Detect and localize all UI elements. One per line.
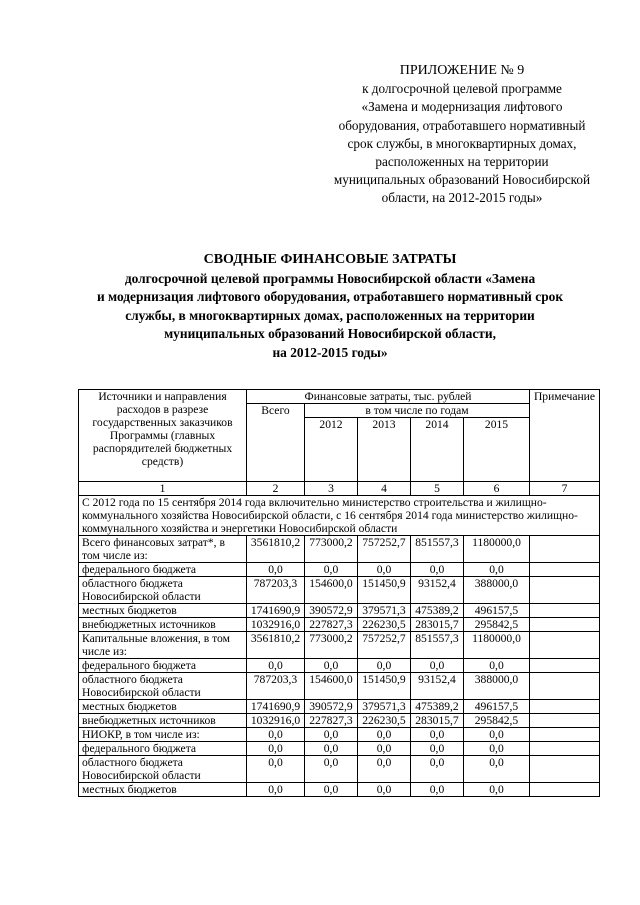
row-value: 0,0 [411, 756, 464, 783]
row-value: 390572,9 [305, 604, 358, 618]
column-number-row [79, 482, 600, 496]
row-value: 0,0 [358, 756, 411, 783]
row-value: 388000,0 [464, 577, 530, 604]
title-line: долгосрочной целевой программы Новосибирской области «Замена [124, 270, 536, 286]
table-row [79, 673, 600, 700]
row-value: 851557,3 [411, 536, 464, 563]
row-note [530, 714, 600, 728]
row-value: 295842,5 [464, 618, 530, 632]
header-sources: Источники и направления расходов в разрезе государственных заказчиков Программы (главных распорядителей бюджетных средств) [79, 390, 247, 482]
row-note [530, 742, 600, 756]
table-row [79, 783, 600, 797]
row-label: федерального бюджета [79, 659, 247, 673]
table-row [79, 577, 600, 604]
title-line: на 2012-2015 годы» [272, 344, 388, 360]
row-value: 151450,9 [358, 673, 411, 700]
row-label: федерального бюджета [79, 742, 247, 756]
table-row [79, 632, 600, 659]
row-value: 390572,9 [305, 700, 358, 714]
row-value: 227827,3 [305, 618, 358, 632]
table-row [79, 604, 600, 618]
row-value: 0,0 [464, 742, 530, 756]
column-number: 7 [530, 482, 600, 496]
row-value: 475389,2 [411, 700, 464, 714]
row-value: 154600,0 [305, 577, 358, 604]
table-row [79, 714, 600, 728]
row-value: 757252,7 [358, 536, 411, 563]
row-label: НИОКР, в том числе из: [79, 728, 247, 742]
row-value: 93152,4 [411, 577, 464, 604]
row-value: 0,0 [247, 756, 305, 783]
row-value: 1180000,0 [464, 632, 530, 659]
row-value: 226230,5 [358, 714, 411, 728]
row-value: 773000,2 [305, 536, 358, 563]
header-note: Примечание [530, 390, 600, 482]
column-number: 1 [79, 482, 247, 496]
row-label: Всего финансовых затрат*, в том числе из: [79, 536, 247, 563]
row-value: 3561810,2 [247, 536, 305, 563]
appendix-number: ПРИЛОЖЕНИЕ № 9 [399, 63, 525, 78]
row-value: 1032916,0 [247, 618, 305, 632]
row-value: 0,0 [464, 756, 530, 783]
row-value: 1741690,9 [247, 604, 305, 618]
row-note [530, 659, 600, 673]
row-value: 0,0 [411, 783, 464, 797]
table-row [79, 728, 600, 742]
row-value: 0,0 [305, 728, 358, 742]
row-value: 0,0 [247, 563, 305, 577]
header-financial-costs: Финансовые затраты, тыс. рублей [247, 390, 530, 404]
row-value: 757252,7 [358, 632, 411, 659]
table-row [79, 563, 600, 577]
row-value: 0,0 [247, 783, 305, 797]
row-label: местных бюджетов [79, 604, 247, 618]
row-value: 379571,3 [358, 604, 411, 618]
row-value: 0,0 [358, 659, 411, 673]
table-row [79, 659, 600, 673]
row-note [530, 783, 600, 797]
row-value: 475389,2 [411, 604, 464, 618]
row-note [530, 632, 600, 659]
appendix-line: области, на 2012-2015 годы» [381, 190, 543, 206]
column-number: 3 [305, 482, 358, 496]
row-value: 773000,2 [305, 632, 358, 659]
row-value: 0,0 [464, 659, 530, 673]
row-note [530, 700, 600, 714]
title-main: СВОДНЫЕ ФИНАНСОВЫЕ ЗАТРАТЫ [203, 252, 457, 267]
row-value: 295842,5 [464, 714, 530, 728]
section-title: С 2012 года по 15 сентября 2014 года включительно министерство строительства и жилищно-коммунального хозяйства Новосибирской области, с 16 сентября 2014 года министерство жилищно-коммунального хозяйства и энергетики Новосибирской области [79, 496, 600, 536]
row-value: 0,0 [358, 783, 411, 797]
row-value: 283015,7 [411, 714, 464, 728]
row-value: 0,0 [305, 756, 358, 783]
table-row [79, 536, 600, 563]
column-number: 6 [464, 482, 530, 496]
financial-costs-table [78, 389, 600, 797]
appendix-line: «Замена и модернизация лифтового [361, 99, 563, 115]
row-value: 227827,3 [305, 714, 358, 728]
row-note [530, 563, 600, 577]
row-value: 379571,3 [358, 700, 411, 714]
row-value: 0,0 [358, 742, 411, 756]
header-year-2014: 2014 [411, 418, 464, 482]
document-title [60, 251, 600, 362]
row-value: 226230,5 [358, 618, 411, 632]
table-row [79, 742, 600, 756]
row-value: 787203,3 [247, 673, 305, 700]
row-value: 0,0 [411, 563, 464, 577]
appendix-line: муниципальных образований Новосибирской [333, 172, 591, 188]
row-value: 0,0 [358, 728, 411, 742]
row-value: 1032916,0 [247, 714, 305, 728]
row-note [530, 673, 600, 700]
row-value: 0,0 [305, 659, 358, 673]
row-value: 388000,0 [464, 673, 530, 700]
column-number: 2 [247, 482, 305, 496]
row-note [530, 728, 600, 742]
row-value: 0,0 [411, 659, 464, 673]
header-year-2012: 2012 [305, 418, 358, 482]
row-value: 0,0 [464, 728, 530, 742]
table-row [79, 700, 600, 714]
appendix-line: расположенных на территории [375, 154, 549, 170]
row-value: 787203,3 [247, 577, 305, 604]
row-value: 93152,4 [411, 673, 464, 700]
row-value: 851557,3 [411, 632, 464, 659]
header-total: Всего [247, 404, 305, 482]
header-year-2013: 2013 [358, 418, 411, 482]
row-label: местных бюджетов [79, 700, 247, 714]
column-number: 4 [358, 482, 411, 496]
header-year-2015: 2015 [464, 418, 530, 482]
table-row [79, 756, 600, 783]
title-line: службы, в многоквартирных домах, расположенных на территории [125, 307, 535, 323]
row-value: 0,0 [305, 742, 358, 756]
row-value: 0,0 [247, 742, 305, 756]
row-value: 0,0 [305, 783, 358, 797]
row-value: 154600,0 [305, 673, 358, 700]
appendix-line: к долгосрочной целевой программе [362, 81, 562, 97]
row-value: 496157,5 [464, 700, 530, 714]
row-note [530, 604, 600, 618]
row-note [530, 536, 600, 563]
row-label: местных бюджетов [79, 783, 247, 797]
appendix-line: срок службы, в многоквартирных домах, [347, 135, 577, 151]
row-value: 0,0 [305, 563, 358, 577]
appendix-line: оборудования, отработавшего нормативный [338, 117, 586, 133]
row-value: 1741690,9 [247, 700, 305, 714]
row-value: 0,0 [411, 728, 464, 742]
row-value: 0,0 [358, 563, 411, 577]
row-value: 0,0 [247, 659, 305, 673]
row-note [530, 756, 600, 783]
row-value: 496157,5 [464, 604, 530, 618]
appendix-heading [300, 62, 624, 208]
column-number: 5 [411, 482, 464, 496]
row-value: 283015,7 [411, 618, 464, 632]
title-line: и модернизация лифтового оборудования, отработавшего нормативный срок [96, 289, 564, 304]
row-value: 3561810,2 [247, 632, 305, 659]
row-value: 0,0 [247, 728, 305, 742]
row-label: внебюджетных источников [79, 714, 247, 728]
row-label: областного бюджета Новосибирской области [79, 756, 247, 783]
row-value: 0,0 [464, 783, 530, 797]
section-row [79, 496, 600, 536]
row-label: областного бюджета Новосибирской области [79, 577, 247, 604]
row-label: внебюджетных источников [79, 618, 247, 632]
row-note [530, 577, 600, 604]
header-by-year: в том числе по годам [305, 404, 530, 418]
row-value: 151450,9 [358, 577, 411, 604]
row-label: федерального бюджета [79, 563, 247, 577]
title-line: муниципальных образований Новосибирской области, [164, 326, 496, 341]
row-note [530, 618, 600, 632]
row-label: областного бюджета Новосибирской области [79, 673, 247, 700]
row-value: 1180000,0 [464, 536, 530, 563]
row-value: 0,0 [464, 563, 530, 577]
row-label: Капитальные вложения, в том числе из: [79, 632, 247, 659]
table-row [79, 618, 600, 632]
row-value: 0,0 [411, 742, 464, 756]
